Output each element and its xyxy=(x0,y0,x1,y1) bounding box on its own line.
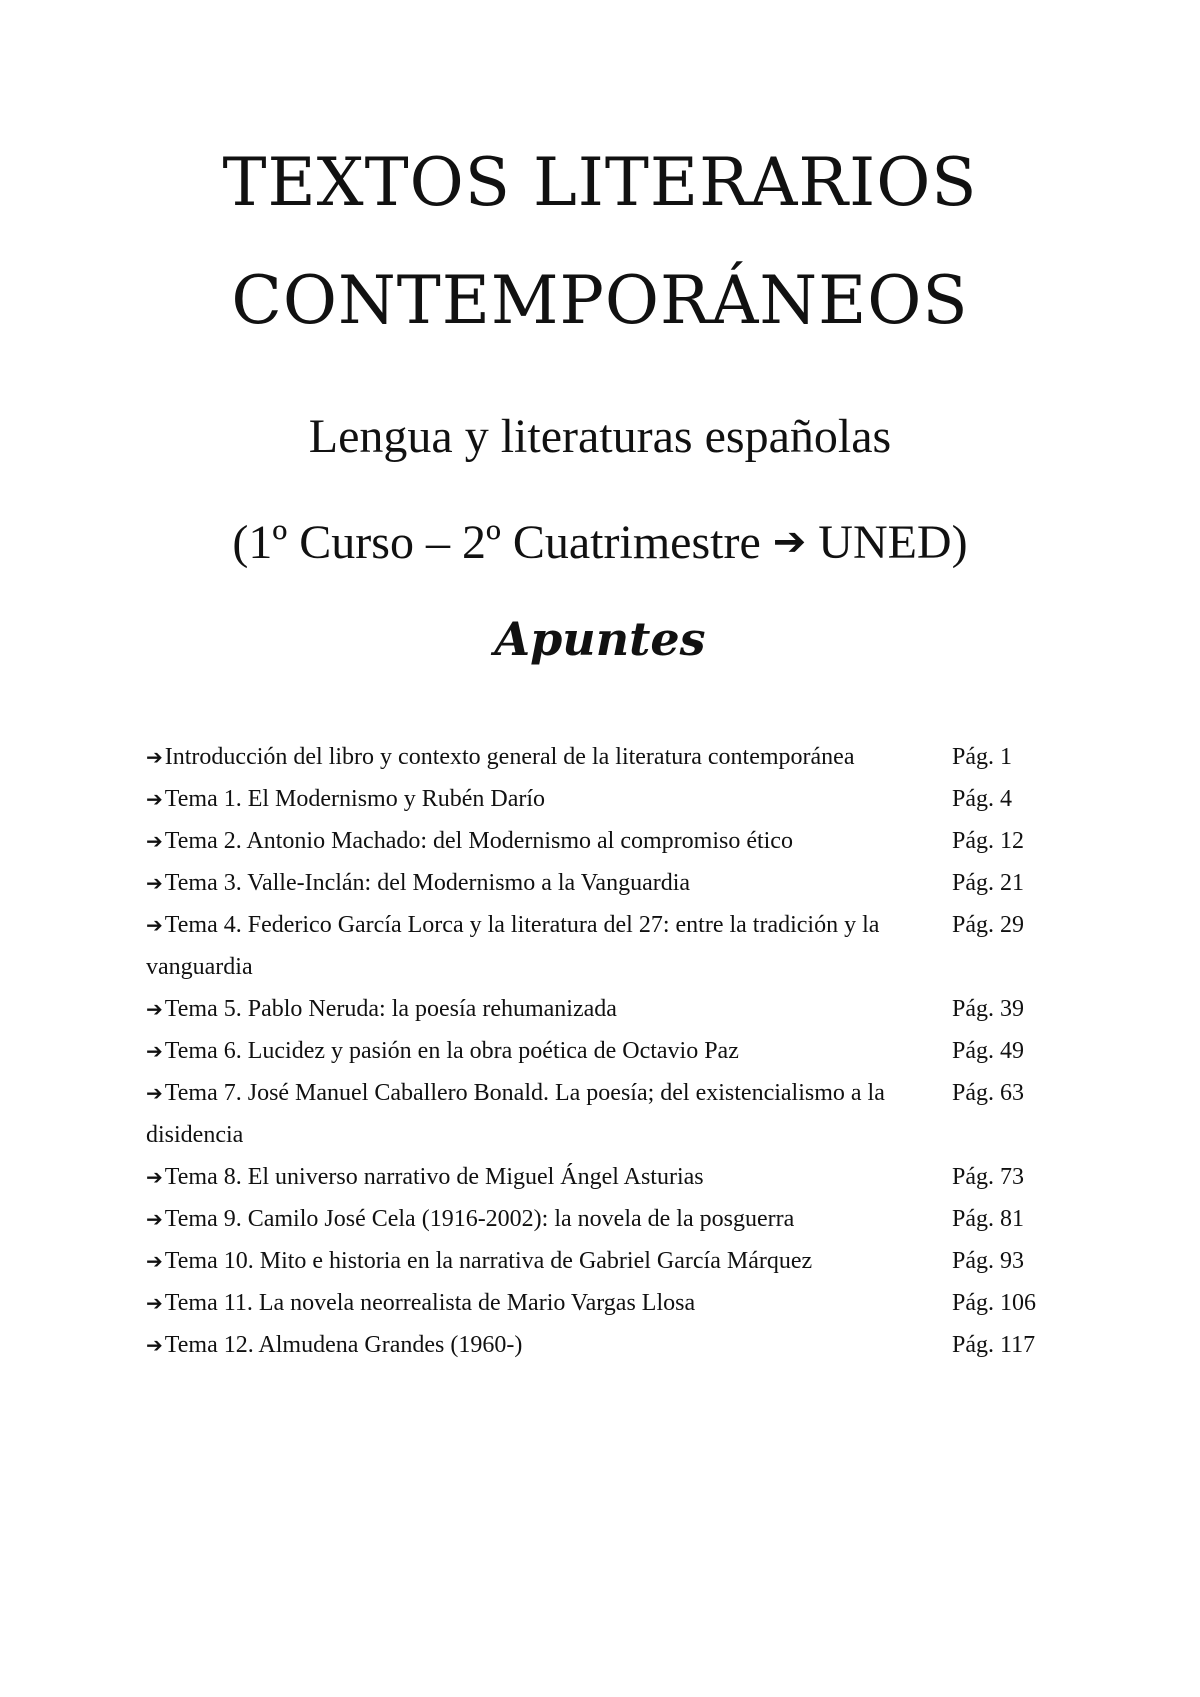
arrow-right-icon: ➔ xyxy=(146,1039,163,1063)
toc-item-page: Pág. 12 xyxy=(952,828,1024,854)
toc-item-title: Tema 2. Antonio Machado: del Modernismo al compromiso ético xyxy=(164,828,793,854)
table-of-contents xyxy=(146,736,1046,1366)
arrow-right-icon: ➔ xyxy=(146,1081,163,1105)
toc-item-page: Pág. 39 xyxy=(952,996,1024,1022)
toc-item-title: Tema 3. Valle-Inclán: del Modernismo a la Vanguardia xyxy=(164,870,691,896)
toc-item-title: Tema 1. El Modernismo y Rubén Darío xyxy=(164,786,546,812)
arrow-right-icon: ➔ xyxy=(146,1291,163,1315)
toc-item-page: Pág. 73 xyxy=(952,1164,1024,1190)
toc-item xyxy=(146,1072,1046,1156)
toc-item-page: Pág. 106 xyxy=(952,1290,1036,1316)
toc-item-page: Pág. 93 xyxy=(952,1248,1024,1274)
arrow-right-icon: ➔ xyxy=(146,1249,163,1273)
toc-item xyxy=(146,1030,1046,1072)
toc-item-page: Pág. 4 xyxy=(952,786,1012,812)
subtitle-institution: UNED) xyxy=(818,516,968,569)
arrow-right-icon: ➔ xyxy=(772,519,807,565)
toc-item xyxy=(146,736,1046,778)
toc-item-page: Pág. 49 xyxy=(952,1038,1024,1064)
arrow-right-icon: ➔ xyxy=(146,1165,163,1189)
subtitle-course-year: (1º Curso – 2º Cuatrimestre xyxy=(232,516,761,569)
toc-item xyxy=(146,904,1046,988)
subtitle-course-info xyxy=(0,516,1200,569)
toc-item-title: Tema 8. El universo narrativo de Miguel Ángel Asturias xyxy=(164,1164,704,1190)
toc-item-page: Pág. 29 xyxy=(952,912,1024,938)
arrow-right-icon: ➔ xyxy=(146,787,163,811)
subtitle-course-name: Lengua y literaturas españolas xyxy=(308,410,892,463)
toc-item-page: Pág. 1 xyxy=(952,744,1012,770)
toc-item-page: Pág. 81 xyxy=(952,1206,1024,1232)
toc-item-title: Tema 5. Pablo Neruda: la poesía rehumanizada xyxy=(164,996,617,1022)
toc-item xyxy=(146,1156,1046,1198)
toc-item xyxy=(146,988,1046,1030)
arrow-right-icon: ➔ xyxy=(146,829,163,853)
arrow-right-icon: ➔ xyxy=(146,1333,163,1357)
toc-item-title: Tema 12. Almudena Grandes (1960-) xyxy=(164,1332,523,1358)
toc-item-title: Tema 10. Mito e historia en la narrativa de Gabriel García Márquez xyxy=(164,1248,813,1274)
document-title-line-1: TEXTOS LITERARIOS xyxy=(222,144,978,221)
toc-item xyxy=(146,1198,1046,1240)
toc-item xyxy=(146,1324,1046,1366)
toc-item-page: Pág. 117 xyxy=(952,1332,1036,1358)
toc-item-title: Tema 11. La novela neorrealista de Mario Vargas Llosa xyxy=(164,1290,696,1316)
arrow-right-icon: ➔ xyxy=(146,871,163,895)
toc-item-page: Pág. 63 xyxy=(952,1080,1024,1106)
arrow-right-icon: ➔ xyxy=(146,745,163,769)
toc-item-title: Tema 6. Lucidez y pasión en la obra poética de Octavio Paz xyxy=(164,1038,739,1064)
toc-item xyxy=(146,820,1046,862)
arrow-right-icon: ➔ xyxy=(146,1207,163,1231)
toc-item-title: Tema 7. José Manuel Caballero Bonald. La poesía; del existencialismo a la disidencia xyxy=(146,1080,885,1148)
arrow-right-icon: ➔ xyxy=(146,913,163,937)
arrow-right-icon: ➔ xyxy=(146,997,163,1021)
toc-item xyxy=(146,1282,1046,1324)
toc-item xyxy=(146,862,1046,904)
toc-item-title: Tema 4. Federico García Lorca y la literatura del 27: entre la tradición y la vanguardia xyxy=(146,912,880,980)
toc-item-page: Pág. 21 xyxy=(952,870,1024,896)
section-heading-apuntes: Apuntes xyxy=(494,612,706,666)
toc-item xyxy=(146,1240,1046,1282)
toc-item xyxy=(146,778,1046,820)
toc-item-title: Introducción del libro y contexto general de la literatura contemporánea xyxy=(164,744,855,770)
document-title-line-2: CONTEMPORÁNEOS xyxy=(231,262,969,339)
toc-item-title: Tema 9. Camilo José Cela (1916-2002): la novela de la posguerra xyxy=(164,1206,795,1232)
